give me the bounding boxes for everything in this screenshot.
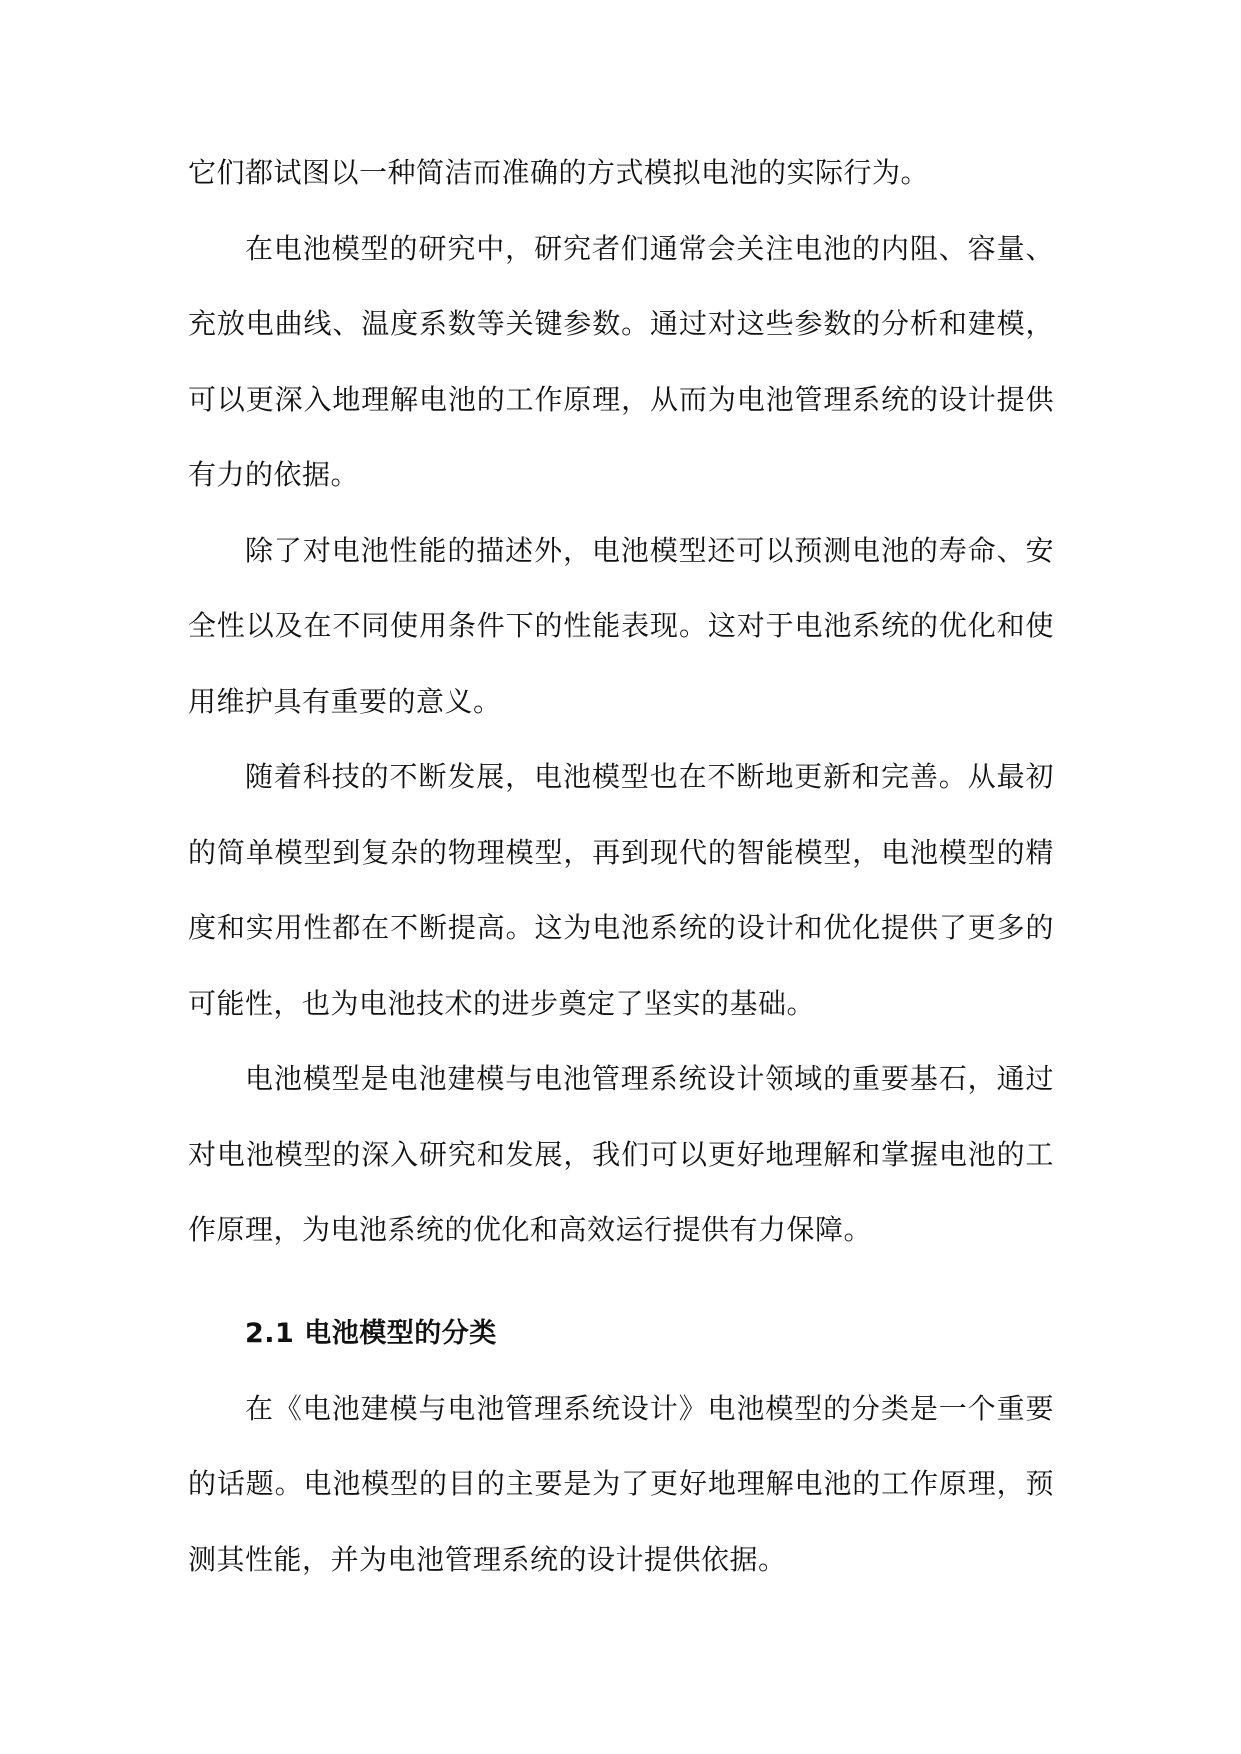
paragraph-continuation: 它们都试图以一种简洁而准确的方式模拟电池的实际行为。 [188, 156, 930, 189]
paragraph-battery-prediction: 除了对电池性能的描述外，电池模型还可以预测电池的寿命、安全性以及在不同使用条件下的性能表现。这对于电池系统的优化和使用维护具有重要的意义。 [188, 533, 1054, 718]
paragraph-battery-parameters: 在电池模型的研究中，研究者们通常会关注电池的内阻、容量、充放电曲线、温度系数等关键参数。通过对这些参数的分析和建模，可以更深入地理解电池的工作原理，从而为电池管理系统的设计提供有力的依据。 [188, 231, 1054, 491]
paragraph-model-classification: 在《电池建模与电池管理系统设计》电池模型的分类是一个重要的话题。电池模型的目的主要是为了更好地理解电池的工作原理，预测其性能，并为电池管理系统的设计提供依据。 [188, 1391, 1054, 1576]
paragraph-model-summary: 电池模型是电池建模与电池管理系统设计领域的重要基石，通过对电池模型的深入研究和发展，我们可以更好地理解和掌握电池的工作原理，为电池系统的优化和高效运行提供有力保障。 [188, 1062, 1054, 1246]
section-heading: 2.1 电池模型的分类 [245, 1317, 497, 1349]
page-content [188, 135, 1054, 1597]
paragraph-model-development: 随着科技的不断发展，电池模型也在不断地更新和完善。从最初的简单模型到复杂的物理模型，再到现代的智能模型，电池模型的精度和实用性都在不断提高。这为电池系统的设计和优化提供了更多的可能性，也为电池技术的进步奠定了坚实的基础。 [188, 760, 1054, 1020]
